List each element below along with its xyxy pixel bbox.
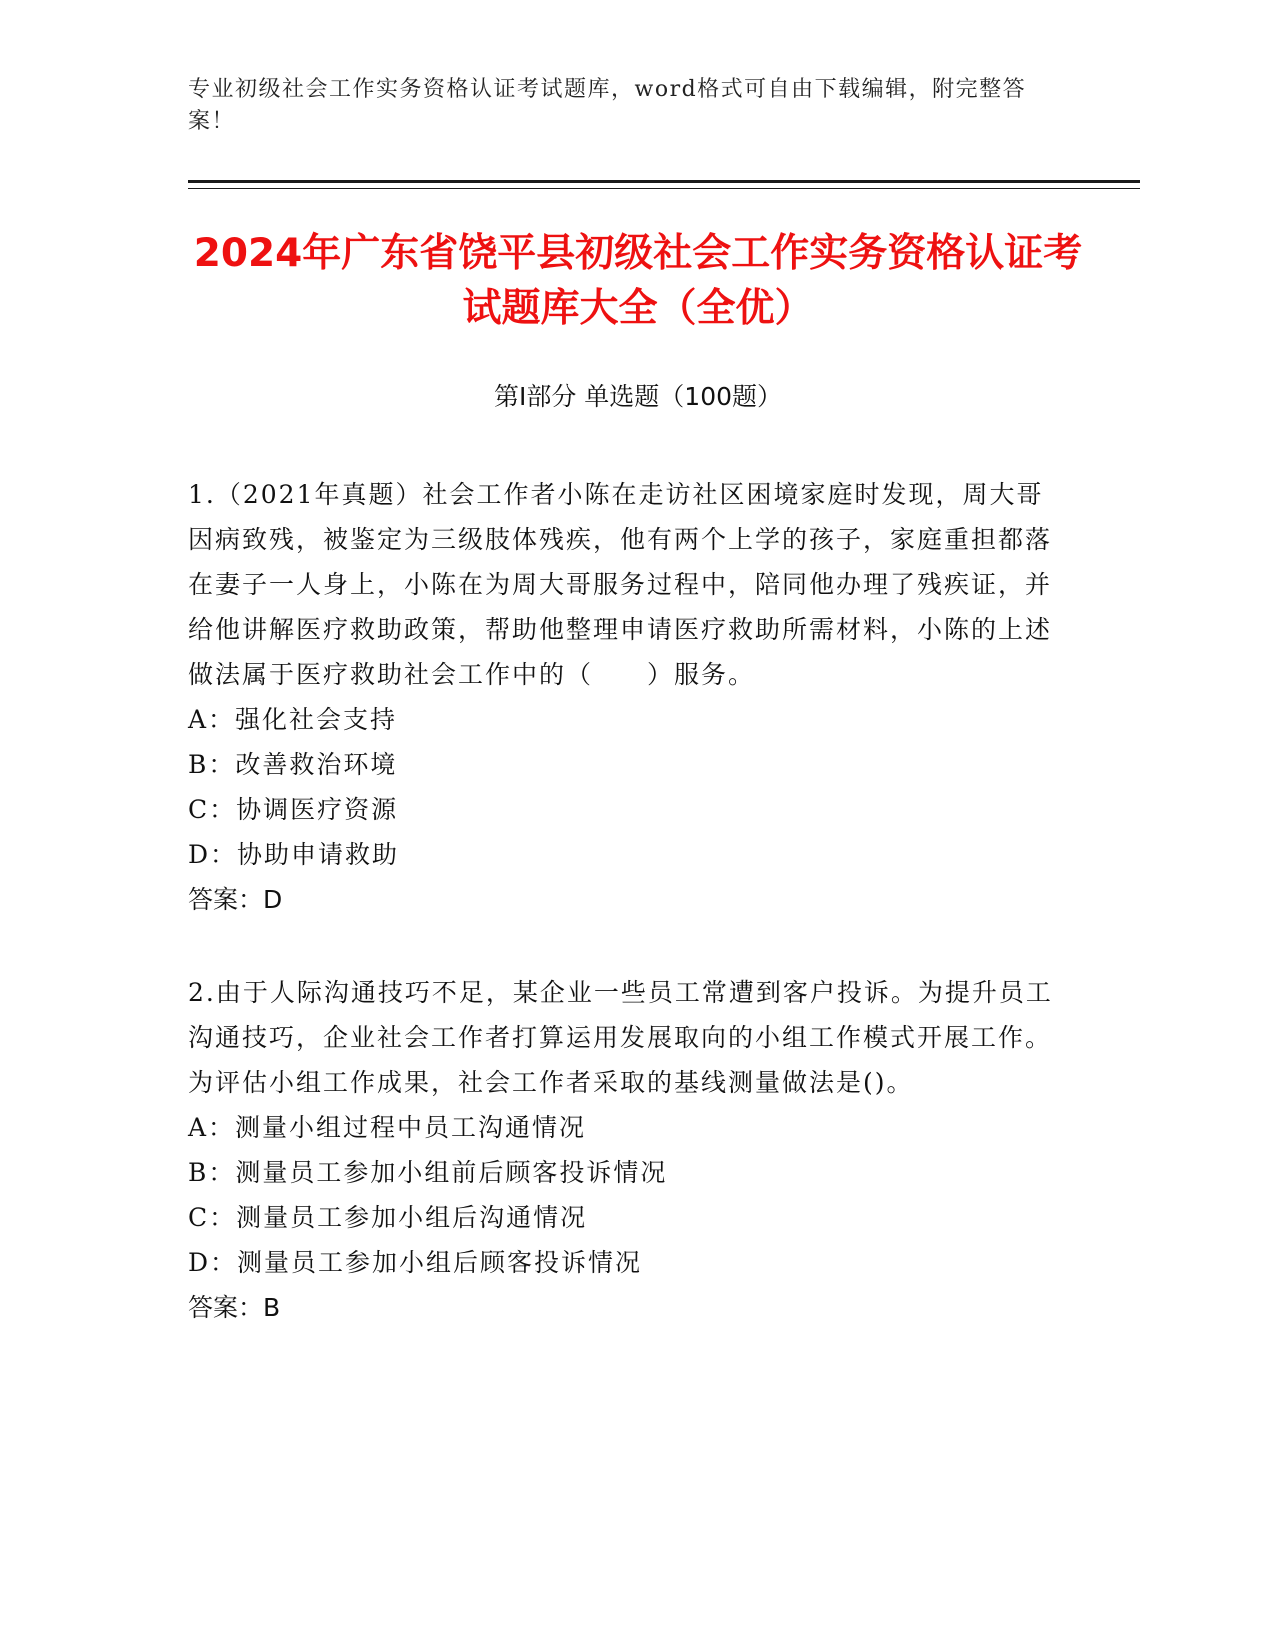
question-2 xyxy=(188,970,1068,1330)
option-a: A：强化社会支持 xyxy=(188,705,398,734)
option-b: B：改善救治环境 xyxy=(188,750,398,779)
option-b: B：测量员工参加小组前后顾客投诉情况 xyxy=(188,1158,668,1187)
question-stem: 2.由于人际沟通技巧不足，某企业一些员工常遭到客户投诉。为提升员工沟通技巧，企业社会工作者打算运用发展取向的小组工作模式开展工作。为评估小组工作成果，社会工作者采取的基线测量做法是()。 xyxy=(188,978,1053,1097)
option-d: D：协助申请救助 xyxy=(188,840,400,869)
header-note: 专业初级社会工作实务资格认证考试题库，word格式可自由下载编辑，附完整答案！ xyxy=(188,77,1027,134)
answer: 答案：D xyxy=(188,885,283,914)
option-c: C：测量员工参加小组后沟通情况 xyxy=(188,1203,588,1232)
answer: 答案：B xyxy=(188,1293,281,1322)
option-a: A：测量小组过程中员工沟通情况 xyxy=(188,1113,587,1142)
document-title: 2024年广东省饶平县初级社会工作实务资格认证考试题库大全（全优） xyxy=(193,231,1083,331)
option-d: D：测量员工参加小组后顾客投诉情况 xyxy=(188,1248,643,1277)
header-rule-thick xyxy=(188,180,1140,183)
option-c: C：协调医疗资源 xyxy=(188,795,399,824)
question-1 xyxy=(188,472,1068,922)
section-heading: 第I部分 单选题（100题） xyxy=(493,382,783,411)
question-stem: 1.（2021年真题）社会工作者小陈在走访社区困境家庭时发现，周大哥因病致残，被鉴定为三级肢体残疾，他有两个上学的孩子，家庭重担都落在妻子一人身上，小陈在为周大哥服务过程中，陪同他办理了残疾证，并给他讲解医疗救助政策，帮助他整理申请医疗救助所需材料，小陈的上述做法属于医疗救助社会工作中的（ ）服务。 xyxy=(188,480,1053,689)
header-rule-thin xyxy=(188,188,1140,189)
